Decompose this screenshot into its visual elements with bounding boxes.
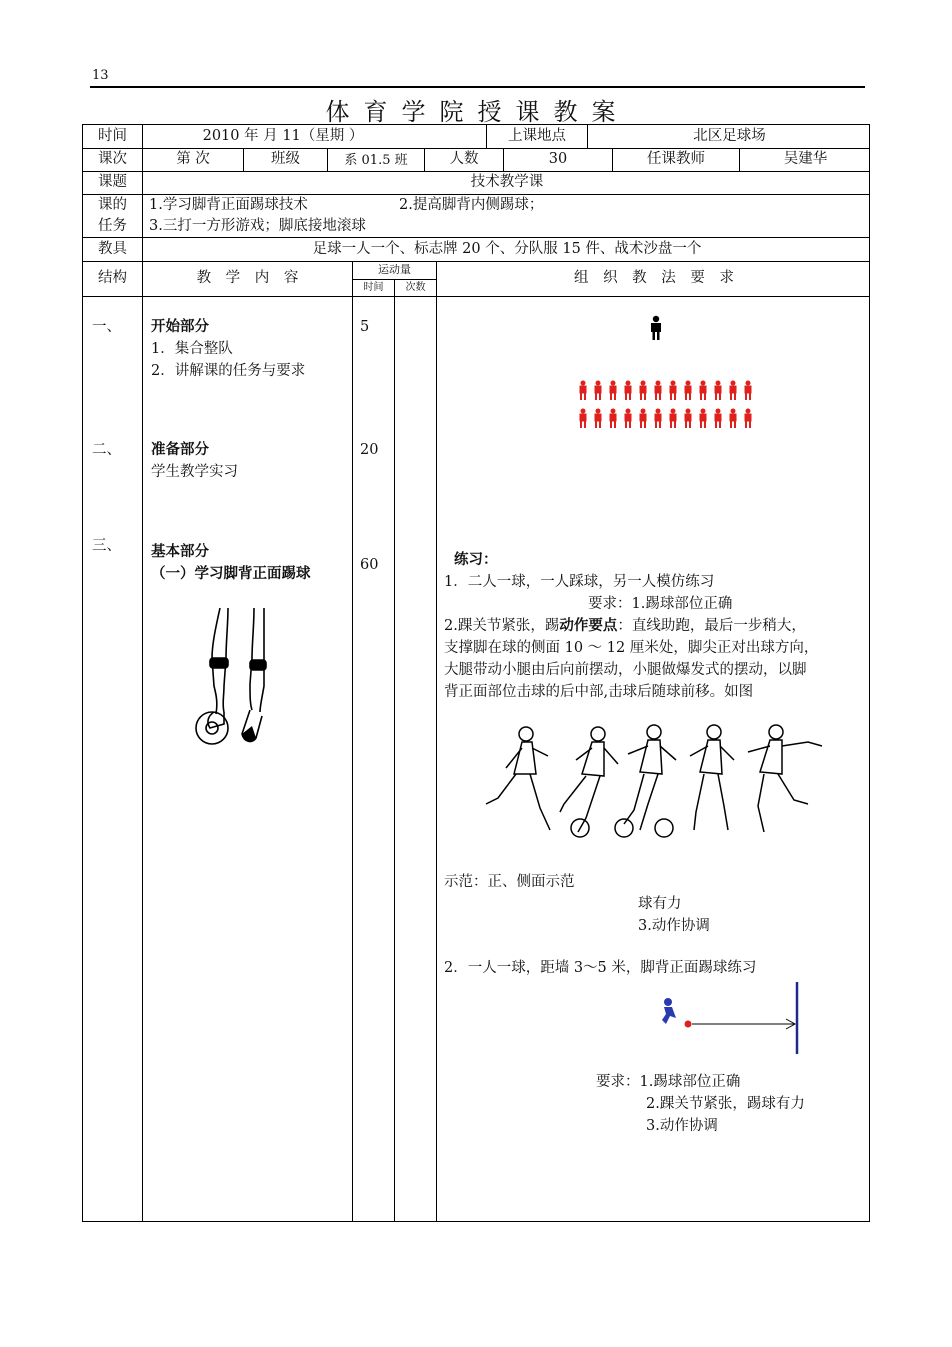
practice-1: 1．二人一球，一人踩球，另一人模仿练习 xyxy=(444,574,715,590)
topic-label: 课题 xyxy=(98,174,127,190)
practice-2-lead: 2.踝关节紧张，踢 xyxy=(444,618,560,634)
task-line1b: 2.提高脚背内侧踢球； xyxy=(399,197,544,213)
row-divider xyxy=(83,296,869,297)
section-num: 三、 xyxy=(92,538,121,554)
col-divider xyxy=(142,125,143,1221)
instep-kick-legs-illustration xyxy=(190,606,290,748)
practice-2-rest: ：直线助跑，最后一步稍大， xyxy=(617,618,806,634)
practice-2-line4: 背正面部位击球的后中部,击球后随球前移。如图 xyxy=(444,684,754,700)
location-label: 上课地点 xyxy=(508,128,566,144)
page-number: 13 xyxy=(92,68,109,83)
kick-sequence-illustration xyxy=(478,720,834,844)
teacher-value: 吴建华 xyxy=(783,151,828,167)
practice-2-line3: 大腿带动小腿由后向前摆动，小腿做爆发式的摆动，以脚 xyxy=(444,662,807,678)
session-label: 课次 xyxy=(98,151,127,167)
wall-kick-diagram xyxy=(658,980,804,1056)
teacher-label: 任课教师 xyxy=(647,151,705,167)
session-value: 第 次 xyxy=(176,151,210,167)
practice-2-line1 xyxy=(444,615,806,637)
section-title: 准备部分 xyxy=(151,441,209,458)
equip-value: 足球一人一个、标志牌 20 个、分队服 15 件、战术沙盘一个 xyxy=(312,241,702,257)
section-time: 60 xyxy=(360,557,379,573)
demo-line3: 3.动作协调 xyxy=(638,918,710,934)
section-item: （一）学习脚背正面踢球 xyxy=(151,565,311,582)
practice-2-line2: 支撑脚在球的侧面 10 ～ 12 厘米处，脚尖正对出球方向， xyxy=(444,640,819,656)
section-item: 学生教学实习 xyxy=(151,464,238,480)
col-divider xyxy=(352,261,353,1221)
col-method: 组 织 教 法 要 求 xyxy=(573,270,735,286)
section-num: 一、 xyxy=(92,319,121,335)
key-points: 动作要点 xyxy=(559,617,618,634)
time-value: 2010 年 月 11（星期 ） xyxy=(202,128,364,144)
col-divider xyxy=(436,261,437,1221)
col-time: 时间 xyxy=(363,282,384,293)
req-line1: 要求：1.踢球部位正确 xyxy=(596,1074,741,1090)
equip-label: 教具 xyxy=(98,241,127,257)
practice-3: 2．一人一球，距墙 3～5 米，脚背正面踢球练习 xyxy=(444,960,757,976)
count-value: 30 xyxy=(548,151,568,167)
req-line2: 2.踝关节紧张，踢球有力 xyxy=(646,1096,805,1112)
task-label-2: 任务 xyxy=(98,218,127,234)
req-line3: 3.动作协调 xyxy=(646,1118,718,1134)
col-load: 运动量 xyxy=(378,263,411,276)
demo-line2: 球有力 xyxy=(638,896,682,912)
section-time: 20 xyxy=(360,442,379,458)
task-line2: 3.三打一方形游戏；脚底接地滚球 xyxy=(149,218,366,234)
section-item: 2．讲解课的任务与要求 xyxy=(151,363,306,379)
section-title: 开始部分 xyxy=(151,318,209,335)
page-title: 体育学院授课教案 xyxy=(325,98,630,126)
task-line1a: 1.学习脚背正面踢球技术 xyxy=(149,197,308,213)
col-content: 教 学 内 容 xyxy=(196,270,299,286)
class-label: 班级 xyxy=(271,151,300,167)
row-divider xyxy=(83,237,869,238)
top-rule xyxy=(90,86,865,88)
section-time: 5 xyxy=(360,319,370,335)
demo-text: 示范：正、侧面示范 xyxy=(444,874,575,890)
practice-title: 练习： xyxy=(454,551,498,568)
row-divider xyxy=(83,261,869,262)
col-divider xyxy=(394,279,395,1221)
practice-1-req: 要求：1.踢球部位正确 xyxy=(588,596,733,612)
col-reps: 次数 xyxy=(405,282,426,293)
section-num: 二、 xyxy=(92,442,121,458)
location-value: 北区足球场 xyxy=(693,128,766,144)
task-label-1: 课的 xyxy=(98,197,127,213)
student-formation-icon xyxy=(578,380,753,432)
count-label: 人数 xyxy=(449,151,479,167)
topic-value: 技术教学课 xyxy=(470,174,544,190)
col-structure: 结构 xyxy=(98,270,127,286)
time-label: 时间 xyxy=(98,128,127,144)
section-title: 基本部分 xyxy=(151,543,209,560)
class-value: 系 01.5 班 xyxy=(344,153,408,168)
section-item: 1．集合整队 xyxy=(151,341,233,357)
teacher-figure-icon xyxy=(648,315,664,341)
